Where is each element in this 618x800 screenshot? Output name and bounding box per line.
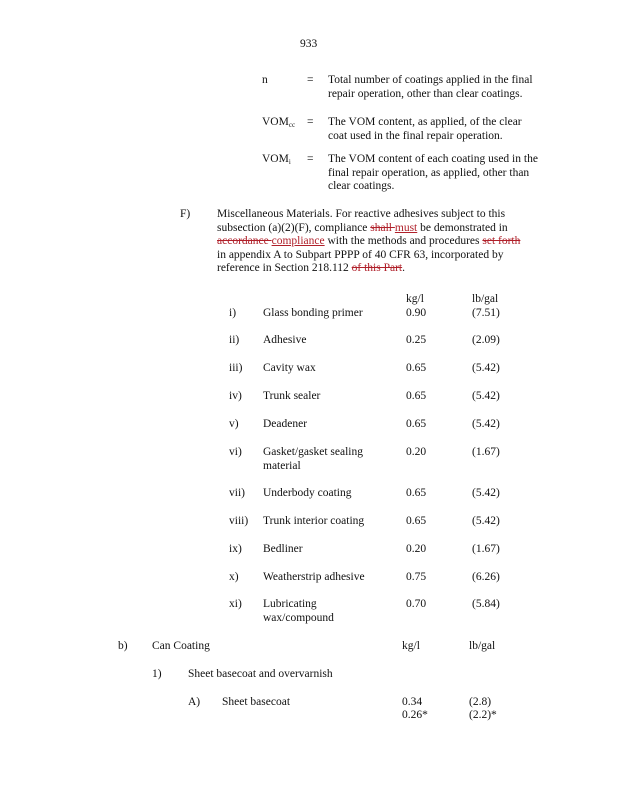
value-lbgal: (2.8): [469, 696, 492, 708]
value-lbgal: (2.2)*: [469, 709, 497, 721]
deleted-text: of this Part: [351, 262, 403, 274]
value-lbgal: (5.42): [472, 390, 500, 402]
row-number: ii): [229, 334, 240, 346]
row-number: iv): [229, 390, 242, 402]
def-symbol-vomcc: $VOM_{cc}$: [262, 116, 296, 129]
value-kgl: 0.75: [406, 571, 427, 583]
value-lbgal: (5.42): [472, 515, 500, 527]
material-name: Deadener: [263, 418, 308, 430]
value-kgl: 0.65: [406, 515, 427, 527]
value-lbgal: (1.67): [472, 446, 500, 458]
deleted-text: accordance: [217, 235, 272, 247]
value-kgl: 0.34: [402, 696, 423, 708]
material-name: Trunk interior coating: [263, 515, 365, 527]
material-name: Weatherstrip adhesive: [263, 571, 365, 583]
row-number: vi): [229, 446, 242, 458]
value-lbgal: (7.51): [472, 307, 500, 319]
value-kgl: 0.65: [406, 418, 427, 430]
value-kgl: 0.65: [406, 390, 427, 402]
subsection-a-title: Sheet basecoat: [222, 696, 291, 708]
value-kgl: 0.25: [406, 334, 427, 346]
inserted-text: must: [394, 221, 418, 234]
row-number: ix): [229, 543, 242, 555]
section-f-marker: F): [180, 208, 191, 220]
inserted-text: compliance: [271, 235, 325, 247]
unit-header-kgl: kg/l: [402, 640, 420, 652]
value-kgl: 0.65: [406, 362, 427, 374]
row-number: v): [229, 418, 239, 430]
value-kgl: 0.65: [406, 487, 427, 499]
row-number: x): [229, 571, 239, 583]
def-text-vomi: The VOM content of each coating used in the final repair operation, as applied, other than clear coatings.: [328, 153, 538, 192]
subsection-1-title: Sheet basecoat and overvarnish: [188, 668, 333, 680]
value-lbgal: (5.42): [472, 418, 500, 430]
value-kgl: 0.20: [406, 446, 427, 458]
deleted-text: shall: [370, 221, 395, 234]
page-number: 933: [300, 38, 318, 50]
row-number: i): [229, 307, 237, 319]
def-text-vomcc: The VOM content, as applied, of the clear coat used in the final repair operation.: [328, 116, 522, 142]
row-number: iii): [229, 362, 243, 374]
section-b-title: Can Coating: [152, 640, 210, 652]
value-lbgal: (5.42): [472, 362, 500, 374]
row-number: vii): [229, 487, 245, 499]
material-name: Bedliner: [263, 543, 303, 555]
subsection-1-marker: 1): [152, 668, 162, 680]
value-lbgal: (1.67): [472, 543, 500, 555]
def-symbol-n: n: [262, 74, 268, 86]
material-name: Gasket/gasket sealing material: [263, 446, 363, 472]
section-f-paragraph: Miscellaneous Materials. For reactive adhesives subject to this subsection (a)(2)(F), compliance shall must be demonstrated in accordance compliance with the methods and procedures set forth in appendix A to Subpart PPPP of 40 CFR 63, incorporated by reference in Section 218.112 of this Part.: [217, 208, 521, 274]
subsection-a-marker: A): [188, 696, 201, 708]
unit-header-lbgal: lb/gal: [469, 640, 496, 652]
row-number: viii): [229, 515, 249, 527]
material-name: Lubricating wax/compound: [263, 598, 334, 624]
def-symbol-vomi: $VOM_i$: [262, 153, 291, 166]
value-kgl: 0.70: [406, 598, 427, 610]
material-name: Underbody coating: [263, 487, 352, 499]
value-lbgal: (5.84): [472, 598, 500, 610]
value-lbgal: (6.26): [472, 571, 500, 583]
row-number: xi): [229, 598, 242, 610]
value-kgl: 0.20: [406, 543, 427, 555]
value-kgl: 0.90: [406, 307, 427, 319]
def-text-n: Total number of coatings applied in the final repair operation, other than clear coatings.: [328, 74, 533, 100]
deleted-text: set forth: [482, 235, 521, 247]
material-name: Trunk sealer: [263, 390, 321, 402]
def-equals: =: [307, 153, 314, 165]
material-name: Adhesive: [263, 334, 307, 346]
unit-header-kgl: kg/l: [406, 293, 424, 305]
def-equals: =: [307, 74, 314, 86]
value-lbgal: (5.42): [472, 487, 500, 499]
section-b-marker: b): [118, 640, 128, 652]
value-lbgal: (2.09): [472, 334, 500, 346]
value-kgl: 0.26*: [402, 709, 428, 721]
def-equals: =: [307, 116, 314, 128]
material-name: Glass bonding primer: [263, 307, 363, 319]
unit-header-lbgal: lb/gal: [472, 293, 499, 305]
material-name: Cavity wax: [263, 362, 316, 374]
